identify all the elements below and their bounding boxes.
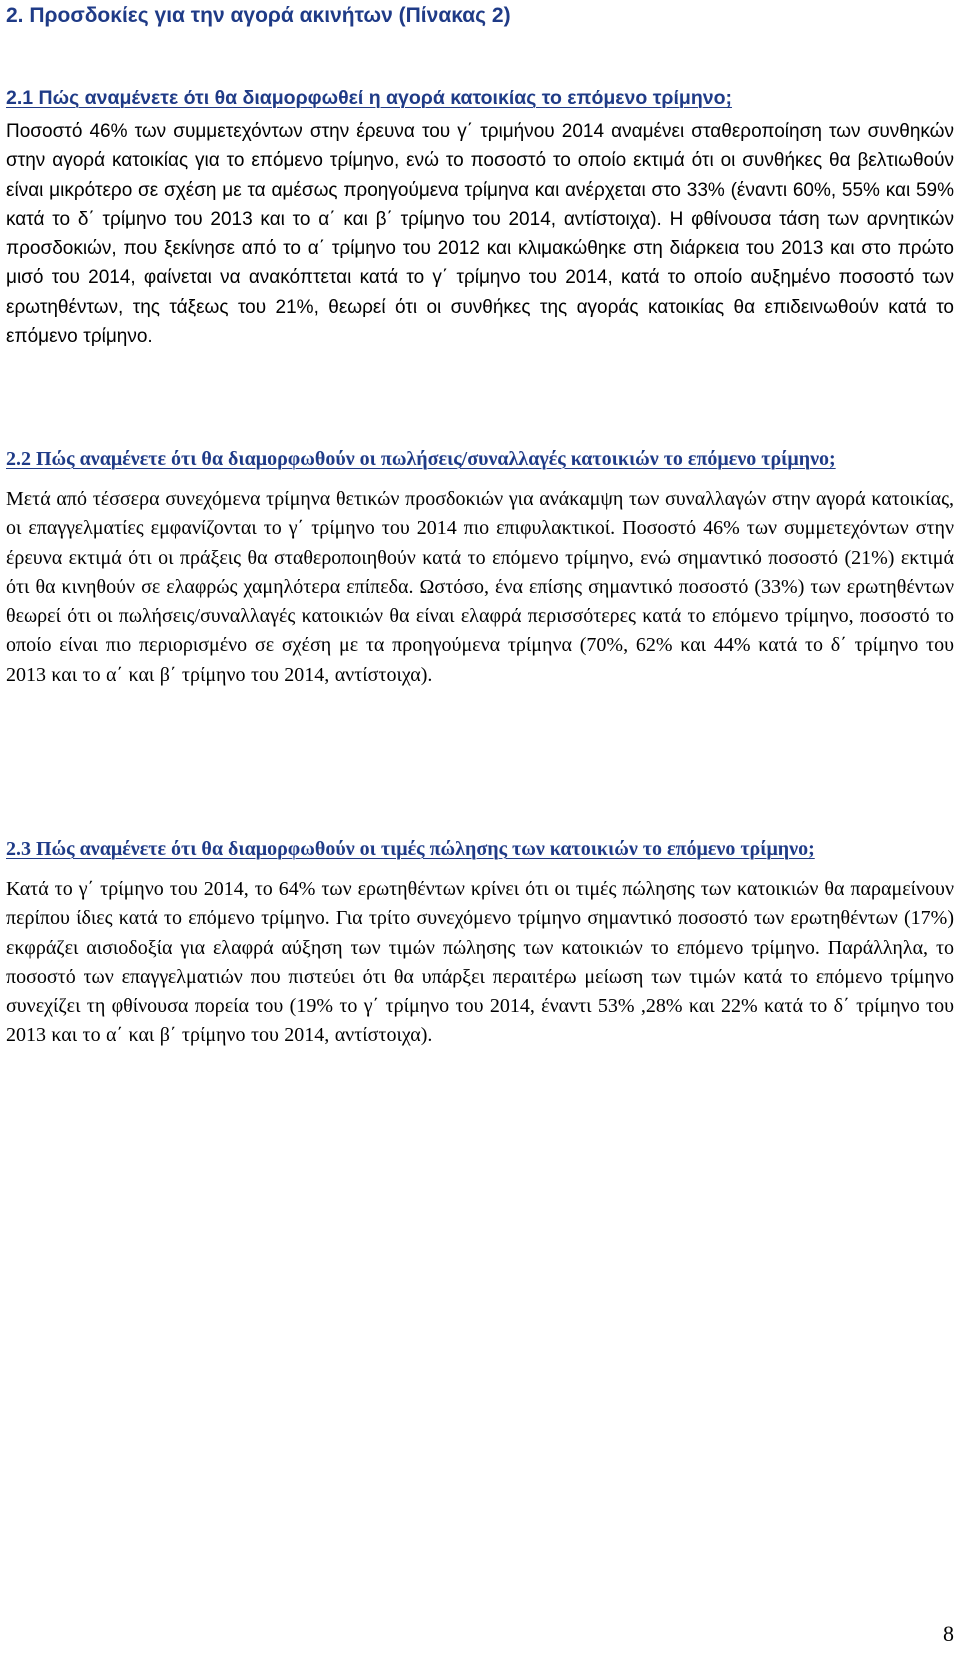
main-heading: 2. Προσδοκίες για την αγορά ακινήτων (Πίνακας 2) xyxy=(6,4,511,27)
section-heading: 2.3 Πώς αναμένετε ότι θα διαμορφωθούν οι τιμές πώλησης των κατοικιών το επόμενο τρίμηνο; xyxy=(6,838,815,860)
section-paragraph: Μετά από τέσσερα συνεχόμενα τρίμηνα θετικών προσδοκιών για ανάκαμψη των συναλλαγών στην αγορά κατοικίας, οι επαγγελματίες εμφανίζονται το γ΄ τρίμηνο του 2014 πιο επιφυλακτικοί. Ποσοστό 46% των συμμετεχόντων στην έρευνα εκτιμά ότι οι πράξεις θα σταθεροποιηθούν κατά το επόμενο τρίμηνο, ενώ σημαντικό ποσοστό (21%) εκτιμά ότι θα κινηθούν σε ελαφρώς χαμηλότερα επίπεδα. Ωστόσο, ένα επίσης σημαντικό ποσοστό (33%) των ερωτηθέντων θεωρεί ότι οι πωλήσεις/συναλλαγές κατοικιών θα είναι ελαφρά περισσότερες κατά το επόμενο τρίμηνο, ποσοστό το οποίο είναι πιο περιορισμένο σε σχέση με τα προηγούμενα τρίμηνα (70%, 62% και 44% κατά το δ΄ τρίμηνο του 2013 και το α΄ και β΄ τρίμηνο του 2014, αντίστοιχα). xyxy=(6,488,954,686)
section-paragraph: Ποσοστό 46% των συμμετεχόντων στην έρευνα του γ΄ τριμήνου 2014 αναμένει σταθεροποίηση των συνθηκών στην αγορά κατοικίας για το επόμενο τρίμηνο, ενώ το ποσοστό το οποίο εκτιμά ότι οι συνθήκες θα βελτιωθούν είναι μικρότερο σε σχέση με τα αμέσως προηγούμενα τρίμηνα και ανέρχεται στο 33% (έναντι 60%, 55% και 59% κατά το δ΄ τρίμηνο του 2013 και το α΄ και β΄ τρίμηνο του 2014, αντίστοιχα). Η φθίνουσα τάση των αρνητικών προσδοκιών, που ξεκίνησε από το α΄ τρίμηνο του 2012 και κλιμακώθηκε στη διάρκεια του 2013 και στο πρώτο μισό του 2014, φαίνεται να ανακόπτεται κατά το γ΄ τρίμηνο του 2014, κατά το οποίο αυξημένο ποσοστό των ερωτηθέντων, της τάξεως του 21%, θεωρεί ότι οι συνθήκες της αγοράς κατοικίας θα επιδεινωθούν κατά το επόμενο τρίμηνο. xyxy=(6,121,954,348)
page-number: 8 xyxy=(943,1621,954,1646)
section-2-1 xyxy=(6,84,954,351)
section-2-2 xyxy=(6,445,954,690)
section-heading: 2.1 Πώς αναμένετε ότι θα διαμορφωθεί η αγορά κατοικίας το επόμενο τρίμηνο; xyxy=(6,87,733,109)
section-paragraph: Κατά το γ΄ τρίμηνο του 2014, το 64% των ερωτηθέντων κρίνει ότι οι τιμές πώλησης των κατοικιών θα παραμείνουν περίπου ίδιες κατά το επόμενο τρίμηνο. Για τρίτο συνεχόμενο τρίμηνο σημαντικό ποσοστό των ερωτηθέντων (17%) εκφράζει αισιοδοξία για ελαφρά αύξηση των τιμών πώλησης των κατοικιών το επόμενο τρίμηνο. Παράλληλα, το ποσοστό των επαγγελματιών που πιστεύει ότι θα υπάρξει περαιτέρω μείωση των τιμών κατά το επόμενο τρίμηνο συνεχίζει τη φθίνουσα πορεία του (19% το γ΄ τρίμηνο του 2014, έναντι 53% ,28% και 22% κατά το δ΄ τρίμηνο του 2013 και το α΄ και β΄ τρίμηνο του 2014, αντίστοιχα). xyxy=(6,878,954,1047)
section-2-3 xyxy=(6,835,954,1051)
document-page xyxy=(6,0,954,1659)
section-heading: 2.2 Πώς αναμένετε ότι θα διαμορφωθούν οι πωλήσεις/συναλλαγές κατοικιών το επόμενο τρίμηνο; xyxy=(6,448,836,470)
